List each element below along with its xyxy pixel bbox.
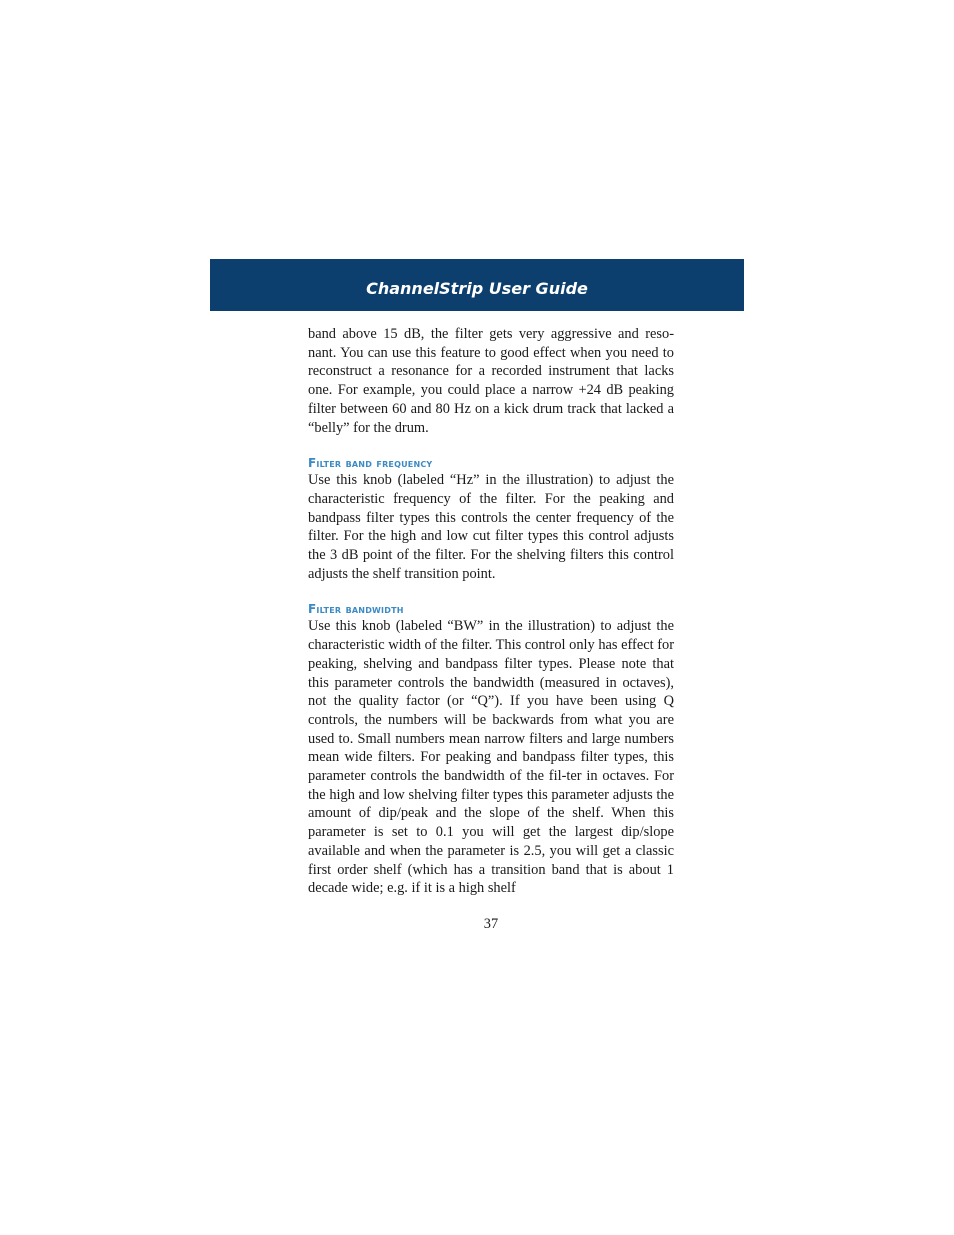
intro-paragraph: band above 15 dB, the filter gets very aggressive and reso-nant. You can use this feature to good effect when you need to reconstruct a resonance for a recorded instrument that lacks one. For example, you could place a narrow +24 dB peaking filter between 60 and 80 Hz on a kick drum track that lacked a “belly” for the drum. [308,326,674,436]
section-heading-filter-band-frequency: Filter band frequency [308,456,433,471]
page-number: 37 [483,916,499,932]
section-paragraph-filter-band-frequency: Use this knob (labeled “Hz” in the illustration) to adjust the characteristic frequency of the filter. For the peaking and bandpass filter types this controls the center frequency of the filter. For the high and low cut filter types this control adjusts the 3 dB point of the filter. For the shelving filters this control adjusts the shelf transition point. [308,472,674,582]
header-bar [210,259,744,311]
section-paragraph-filter-bandwidth: Use this knob (labeled “BW” in the illustration) to adjust the characteristic width of the filter. This control only has effect for peaking, shelving and bandpass filter types. Please note that this parameter controls the bandwidth (measured in octaves), not the quality factor (or “Q”). If you have been using Q controls, the numbers will be backwards from what you are used to. Small numbers mean narrow filters and large numbers mean wide filters. For peaking and bandpass filter types, this parameter controls the bandwidth of the fil-ter in octaves. For the high and low shelving filter types this parameter adjusts the amount of dip/peak and the slope of the shelf. When this parameter is set to 0.1 you will get the largest dip/slope available and when the parameter is 2.5, you will get a classic first order shelf (which has a transition band that is about 1 decade wide; e.g. if it is a high shelf [308,618,674,897]
section-heading-filter-bandwidth: Filter bandwidth [308,602,404,617]
main-content [308,325,674,898]
page-title: ChannelStrip User Guide [366,279,588,298]
